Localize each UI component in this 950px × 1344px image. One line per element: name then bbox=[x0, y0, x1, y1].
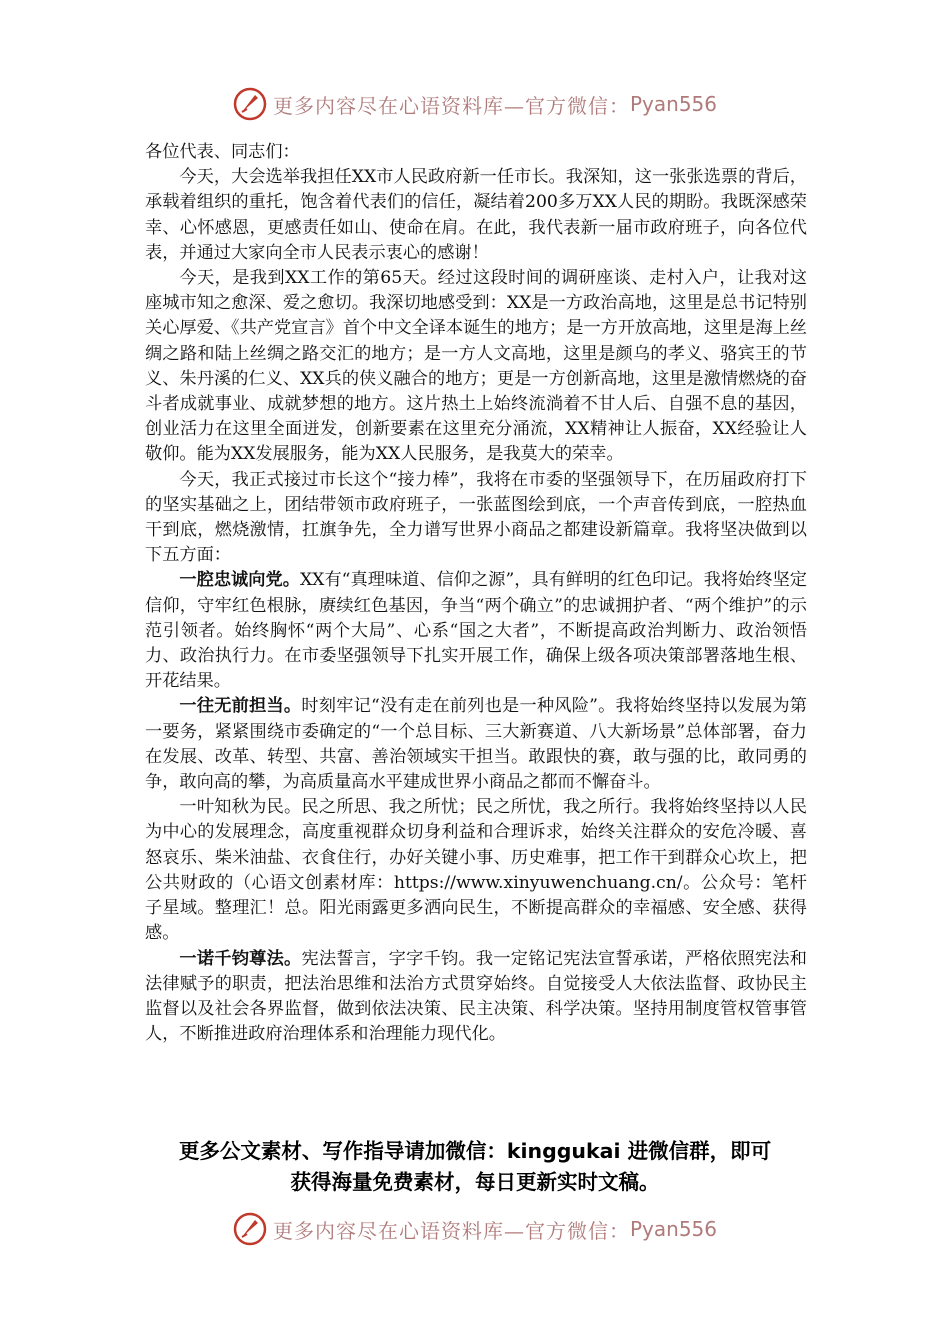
quill-logo-icon bbox=[233, 87, 267, 121]
footer-note bbox=[100, 1136, 850, 1198]
footer-line-1: 更多公文素材、写作指导请加微信：kinggukai 进微信群，即可 bbox=[178, 1139, 772, 1163]
document-body bbox=[145, 140, 807, 1047]
header-banner bbox=[0, 84, 950, 124]
paragraph-3: 今天，我正式接过市长这个“接力棒”，我将在市委的坚强领导下，在历届政府打下的坚实基础之上，团结带领市政府班子，一张蓝图绘到底，一个声音传到底，一腔热血干到底，燃烧激情，扛旗争先，全力谱写世界小商品之都建设新篇章。我将坚决做到以下五方面： bbox=[145, 469, 807, 566]
paragraph-1: 今天，大会选举我担任XX市人民政府新一任市长。我深知，这一张张选票的背后，承载着组织的重托，饱含着代表们的信任，凝结着200多万XX人民的期盼。我既深感荣幸、心怀感恩，更感责任如山、使命在肩。在此，我代表新一届市政府班子，向各位代表，并通过大家向全市人民表示衷心的感谢！ bbox=[145, 167, 807, 263]
banner-wechat-id: Pyan556 bbox=[629, 92, 717, 116]
banner-text: 更多内容尽在心语资料库—官方微信： bbox=[272, 93, 630, 118]
banner-wechat-id: Pyan556 bbox=[629, 1217, 717, 1241]
footer-banner bbox=[0, 1209, 950, 1249]
banner-text: 更多内容尽在心语资料库—官方微信： bbox=[272, 1218, 630, 1243]
paragraph-6: 一叶知秋为民。民之所思、我之所忧；民之所忧，我之所行。我将始终坚持以人民为中心的发展理念，高度重视群众切身利益和合理诉求，始终关注群众的安危冷暖、喜怒哀乐、柴米油盐、衣食住行，办好关键小事、历史难事，把工作干到群众心坎上，把公共财政的（心语文创素材库：https://www.xinyuwenchuang.cn/。公众号：笔杆子星域。整理汇！总。阳光雨露更多洒向民生，不断提高群众的幸福感、安全感、获得感。 bbox=[145, 797, 807, 944]
paragraph-5 bbox=[145, 694, 807, 795]
paragraph-4-heading: 一腔忠诚向党。 bbox=[179, 570, 300, 591]
paragraph-7-heading: 一诺千钧尊法。 bbox=[179, 948, 302, 969]
footer-line-2: 获得海量免费素材，每日更新实时文稿。 bbox=[290, 1170, 660, 1194]
paragraph-2: 今天，是我到XX工作的第65天。经过这段时间的调研座谈、走村入户，让我对这座城市知之愈深、爱之愈切。我深切地感受到：XX是一方政治高地，这里是总书记特别关心厚爱、《共产党宣言》首个中文全译本诞生的地方；是一方开放高地，这里是海上丝绸之路和陆上丝绸之路交汇的地方；是一方人文高地，这里是颜乌的孝义、骆宾王的节义、朱丹溪的仁义、XX兵的侠义融合的地方；更是一方创新高地，这里是激情燃烧的奋斗者成就事业、成就梦想的地方。这片热土上始终流淌着不甘人后、自强不息的基因，创业活力在这里全面迸发，创新要素在这里充分涌流，XX精神让人振奋，XX经验让人敬仰。能为XX发展服务，能为XX人民服务，是我莫大的荣幸。 bbox=[145, 268, 807, 465]
paragraph-4 bbox=[145, 568, 807, 694]
paragraph-4-text: XX有“真理味道、信仰之源”，具有鲜明的红色印记。我将始终坚定信仰，守牢红色根脉，赓续红色基因，争当“两个确立”的忠诚拥护者、“两个维护”的示范引领者。始终胸怀“两个大局”、心系“国之大者”，不断提高政治判断力、政治领悟力、政治执行力。在市委坚强领导下扎实开展工作，确保上级各项决策部署落地生根、开花结果。 bbox=[145, 570, 807, 692]
quill-logo-icon bbox=[233, 1212, 267, 1246]
paragraph-7-text: 宪法誓言，字字千钧。我一定铭记宪法宣誓承诺，严格依照宪法和法律赋予的职责，把法治思维和法治方式贯穿始终。自觉接受人大依法监督、政协民主监督以及社会各界监督，做到依法决策、民主决策、科学决策。坚持用制度管权管事管人，不断推进政府治理体系和治理能力现代化。 bbox=[145, 948, 807, 1045]
paragraph-7 bbox=[145, 947, 807, 1048]
paragraph-5-heading: 一往无前担当。 bbox=[179, 696, 302, 717]
greeting: 各位代表、同志们： bbox=[145, 142, 300, 162]
paragraph-5-text: 时刻牢记“没有走在前列也是一种风险”。我将始终坚持以发展为第一要务，紧紧围绕市委确定的“一个总目标、三大新赛道、八大新场景”总体部署，奋力在发展、改革、转型、共富、善治领域实干担当。敢跟快的赛，敢与强的比，敢同勇的争，敢向高的攀，为高质量高水平建成世界小商品之都而不懈奋斗。 bbox=[145, 696, 807, 793]
